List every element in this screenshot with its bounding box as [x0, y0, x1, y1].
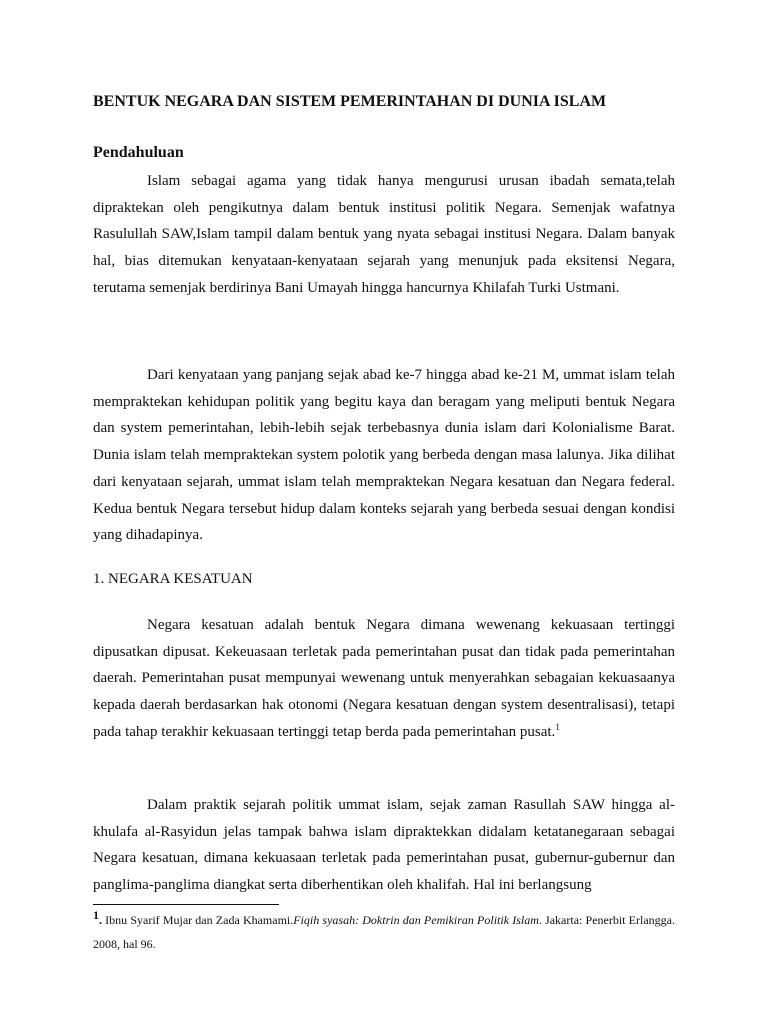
unitary-state-paragraph-1-text: Negara kesatuan adalah bentuk Negara dimana wewenang kekuasaan tertinggi dipusatkan dipusat. Kekeuasaan terletak pada pemerintahan pusat dan tidak pada pemerintahan daerah. Pemerintahan pusat mempunyai wewenang untuk menyerahkan sebagaian kekuasaanya kepada daerah berdasarkan hak otonomi (Negara kesatuan dengan system desentralisasi), tetapi pada tahap terakhir kekuasaan tertinggi tetap berda pada pemerintahan pusat. [93, 617, 675, 740]
footnote-publisher: . Jakarta: Penerbit Erlangga. 2008, hal 96. [93, 913, 675, 951]
footnote-divider [93, 904, 279, 905]
footnote-authors: Ibnu Syarif Mujar dan Zada Khamami. [102, 913, 294, 927]
section-heading-unitary-state: 1. NEGARA KESATUAN [93, 571, 253, 587]
intro-paragraph-2: Dari kenyataan yang panjang sejak abad ke-7 hingga abad ke-21 M, ummat islam telah mempraktekan kehidupan politik yang begitu kaya dan beragam yang meliputi bentuk Negara dan system pemerintahan, lebih-lebih sejak terbebasnya dunia islam dari Kolonialisme Barat. Dunia islam telah mempraktekan system polotik yang berbeda dengan masa lalunya. Jika dilihat dari kenyataan sejarah, ummat islam telah mempraktekan Negara kesatuan dan Negara federal. Kedua bentuk Negara tersebut hidup dalam konteks sejarah yang berbeda sesuai dengan kondisi yang dihadapinya. [93, 367, 675, 544]
unitary-state-paragraph-1 [93, 612, 675, 746]
unitary-state-paragraph-2: Dalam praktik sejarah politik ummat islam, sejak zaman Rasullah SAW hingga al-khulafa al-Rasyidun jelas tampak bahwa islam dipraktekkan didalam ketatanegaraan sebagai Negara kesatuan, dimana kekuasaan terletak pada pemerintahan pusat, gubernur-gubernur dan panglima-panglima diangkat serta diberhentikan oleh khalifah. Hal ini berlangsung [93, 797, 675, 894]
footnote [93, 908, 675, 956]
footnote-mark: 1 [93, 908, 99, 922]
footnote-book-title: Fiqih syasah: Doktrin dan Pemikiran Politik Islam [293, 913, 539, 927]
footnote-reference[interactable]: 1 [555, 721, 560, 732]
footnote-mark-suffix: . [99, 913, 102, 927]
document-title: BENTUK NEGARA DAN SISTEM PEMERINTAHAN DI DUNIA ISLAM [93, 93, 607, 110]
intro-paragraph-1: Islam sebagai agama yang tidak hanya mengurusi urusan ibadah semata,telah dipraktekan oleh pengikutnya dalam bentuk institusi politik Negara. Semenjak wafatnya Rasulullah SAW,Islam tampil dalam bentuk yang nyata sebagai institusi Negara. Dalam banyak hal, bias ditemukan kenyataan-kenyataan sejarah yang menunjuk pada eksitensi Negara, terutama semenjak berdirinya Bani Umayah hingga hancurnya Khilafah Turki Ustmani. [93, 173, 675, 296]
section-heading-introduction: Pendahuluan [93, 144, 184, 161]
